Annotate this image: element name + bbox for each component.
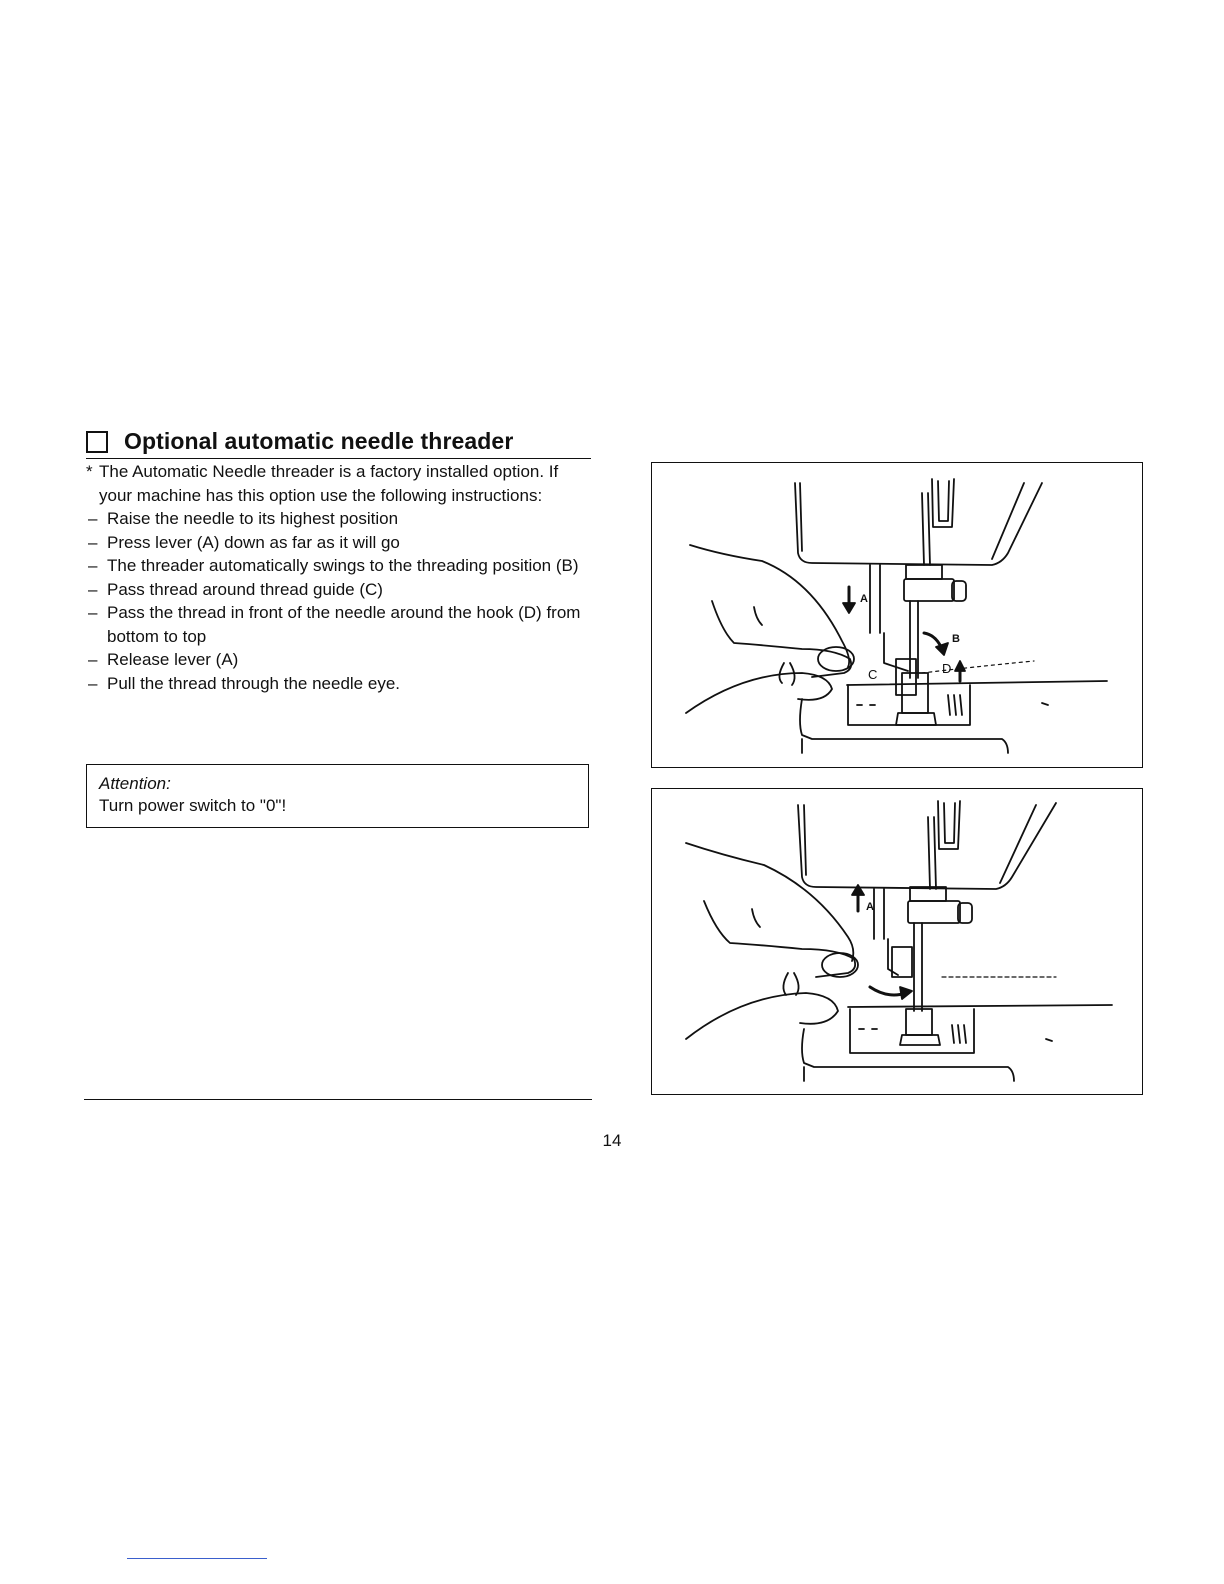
figure-threader-lever-down — [651, 462, 1143, 768]
label-d: D — [942, 661, 952, 676]
label-a: A — [866, 901, 874, 913]
head-edge-line — [992, 483, 1024, 559]
knuckle-lines — [783, 973, 798, 995]
lever-bar — [874, 889, 884, 939]
needle-bar — [914, 923, 922, 1011]
needle-clamp — [908, 901, 960, 923]
label-a: A — [860, 593, 868, 605]
section-heading — [86, 428, 591, 455]
swing-arrow-head — [936, 643, 948, 655]
thread-line — [922, 493, 930, 565]
needle-plate — [850, 1009, 974, 1053]
bed-mark — [1042, 703, 1048, 705]
hand-crease — [754, 607, 762, 625]
arrow-up-head — [852, 885, 864, 895]
head-slot — [944, 803, 955, 843]
swing-back-arrow-head — [900, 987, 912, 999]
checkbox-square-icon — [86, 431, 108, 453]
step-item — [86, 648, 596, 672]
asterisk-marker: * — [86, 462, 93, 481]
machine-bed-outline — [802, 1029, 1014, 1081]
step-text: Pass the thread in front of the needle around the hook (D) from bottom to top — [107, 603, 581, 646]
attention-title: Attention: — [99, 774, 171, 793]
hand-crease — [752, 909, 760, 927]
dash-marker: – — [88, 650, 98, 669]
heading-underline — [86, 458, 591, 459]
head-edge-line — [804, 805, 806, 875]
step-text: Pass thread around thread guide (C) — [107, 579, 383, 599]
page-number: 14 — [602, 1131, 622, 1150]
attention-text: Turn power switch to "0"! — [99, 796, 287, 815]
head-edge-line — [800, 483, 802, 551]
head-slot — [932, 479, 954, 527]
bed-mark — [1046, 1039, 1052, 1041]
intro-text: The Automatic Needle threader is a factory installed option. If your machine has this option use the following instructions: — [99, 462, 559, 505]
bed-line — [847, 681, 1107, 685]
dash-marker: – — [88, 509, 98, 528]
section-title: Optional automatic needle threader — [124, 428, 514, 454]
dash-marker: – — [88, 579, 98, 599]
step-text: Release lever (A) — [107, 650, 239, 669]
threader-illustration-1 — [652, 463, 1141, 766]
footer-rule — [127, 1558, 267, 1559]
thumb-outline — [686, 673, 832, 713]
thumb-outline — [686, 993, 838, 1039]
presser-foot-sole — [896, 713, 936, 725]
threader-hook-block — [896, 659, 916, 695]
figure-threader-lever-released — [651, 788, 1143, 1095]
step-item — [86, 578, 596, 602]
presser-foot — [906, 1009, 932, 1035]
head-slot — [938, 801, 960, 849]
needle-clamp-top — [906, 565, 942, 579]
presser-foot — [902, 673, 928, 713]
lever-bar — [870, 565, 880, 633]
step-text: Press lever (A) down as far as it will go — [107, 532, 400, 552]
needle-plate — [848, 685, 970, 725]
attention-box — [86, 764, 589, 828]
needle-clamp — [904, 579, 954, 601]
feed-dog-lines — [948, 695, 962, 715]
intro-note — [86, 460, 596, 507]
step-item — [86, 601, 596, 648]
arrow-up-head — [955, 661, 965, 671]
dash-marker: – — [88, 532, 98, 552]
step-item — [86, 507, 596, 531]
bed-line — [848, 1005, 1112, 1007]
dash-marker: – — [88, 603, 98, 622]
bottom-rule — [84, 1099, 592, 1100]
hand-outline — [686, 843, 853, 961]
step-text: Raise the needle to its highest position — [107, 509, 399, 528]
dash-marker: – — [88, 556, 98, 575]
step-text: Pull the thread through the needle eye. — [107, 673, 400, 693]
head-slot — [938, 481, 949, 521]
presser-foot-sole — [900, 1035, 940, 1045]
step-item — [86, 531, 596, 555]
feed-dog-lines — [952, 1025, 966, 1043]
thread-line — [928, 817, 936, 889]
machine-head-outline — [795, 483, 1042, 565]
label-c: C — [868, 667, 878, 682]
arrow-down-head — [843, 603, 855, 613]
thread-dotted — [922, 661, 1034, 673]
step-text: The threader automatically swings to the threading position (B) — [107, 556, 579, 575]
finger-outline — [712, 601, 851, 677]
threader-arm — [888, 939, 898, 975]
threader-illustration-2 — [652, 789, 1141, 1093]
step-item — [86, 554, 596, 578]
steps-list — [86, 507, 596, 695]
machine-bed-outline — [800, 699, 1008, 753]
step-item — [86, 672, 596, 696]
label-b: B — [952, 633, 960, 645]
instructions — [86, 460, 596, 695]
dash-marker: – — [88, 673, 98, 693]
finger-outline — [704, 901, 855, 977]
